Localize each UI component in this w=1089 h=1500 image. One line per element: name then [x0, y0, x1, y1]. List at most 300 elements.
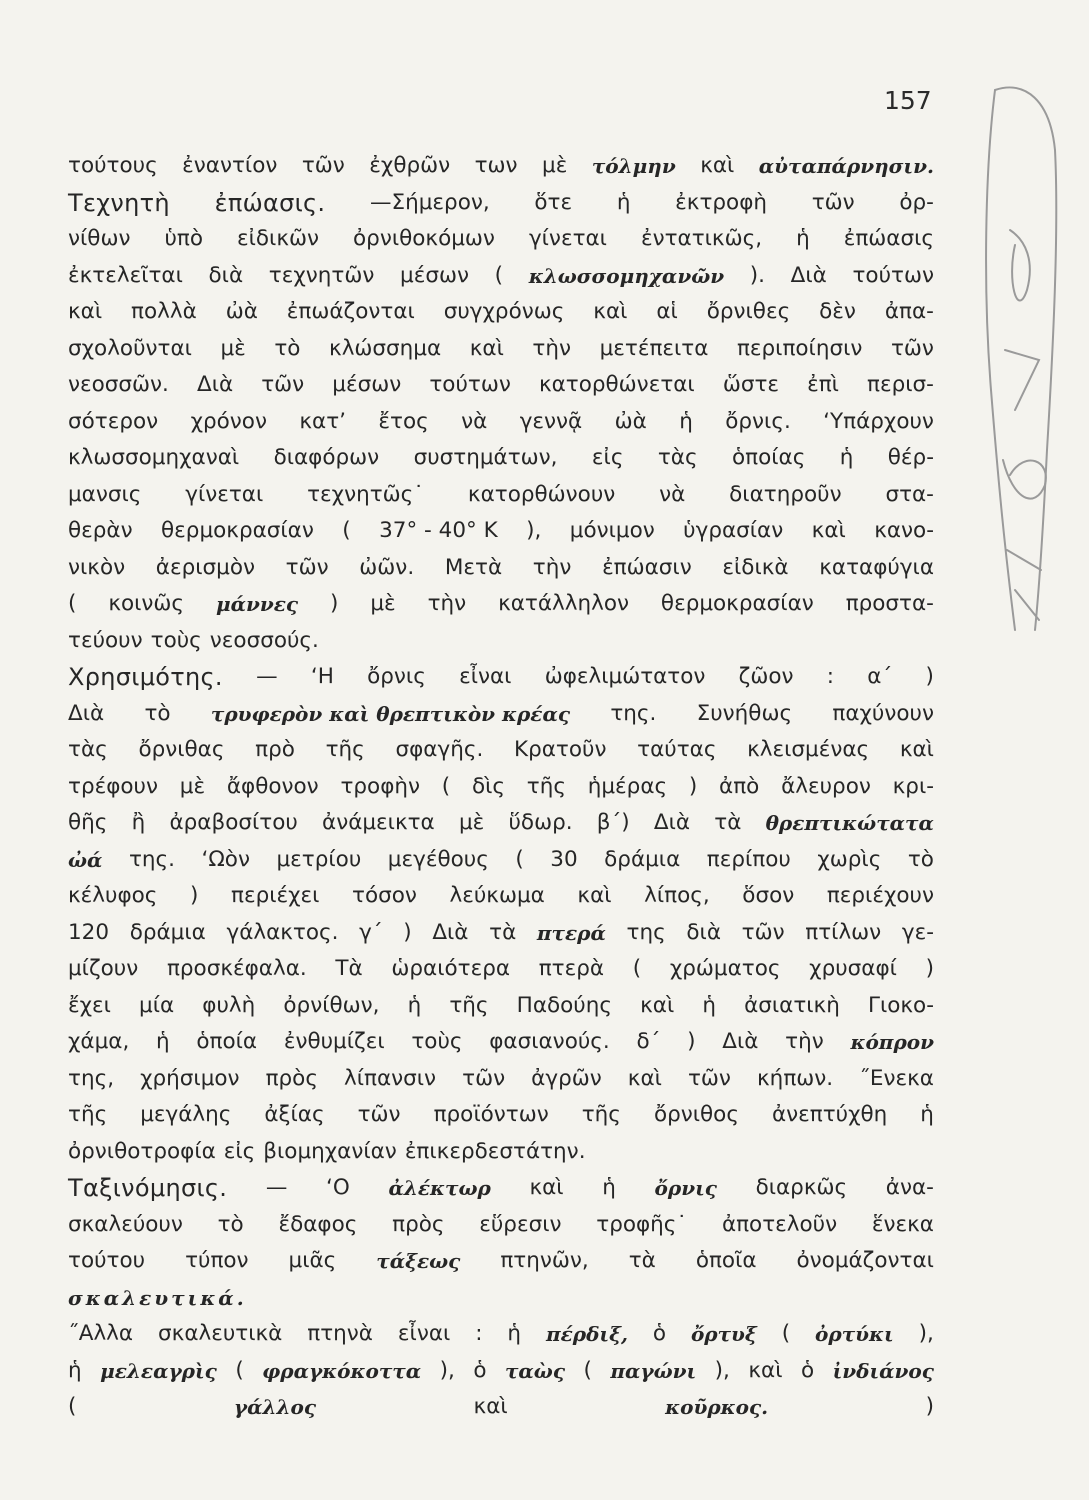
word: μανσις — [68, 481, 142, 507]
word: Τὰ — [335, 956, 363, 981]
word: Διὰ — [68, 700, 105, 726]
word: τόλμην — [591, 154, 676, 178]
word: ), — [439, 1357, 455, 1383]
word: ὅτε — [534, 189, 573, 215]
word: ὄρνιθες — [706, 299, 791, 324]
word: ὡραιότερα — [391, 956, 511, 981]
word: ὄρνις — [367, 664, 426, 689]
word: πτηνῶν, — [500, 1248, 589, 1273]
word: ) — [688, 773, 698, 799]
text-line — [68, 294, 934, 331]
word: Μετὰ — [444, 554, 503, 580]
word: ), — [918, 1321, 934, 1346]
word: ἐπωάζονται — [286, 299, 415, 324]
word: ἀραβοσίτου — [169, 810, 298, 835]
word: ἐντατικῶς, — [640, 226, 763, 251]
word: καὶ — [748, 1357, 783, 1383]
word: καὶ — [68, 299, 103, 324]
word: : — [826, 664, 835, 689]
word: ) — [403, 919, 412, 945]
word: λίπος, — [644, 883, 710, 908]
text-line — [68, 331, 934, 368]
word: ὀρνιθοκόμων — [353, 226, 495, 251]
word: χρόνον — [190, 408, 267, 434]
word: καὶ — [593, 299, 628, 324]
word: ἀνεπτύχθη — [771, 1102, 888, 1127]
text-line — [68, 1207, 934, 1244]
word: εἰς — [591, 445, 624, 470]
word: δὲν — [819, 299, 856, 324]
text-line — [68, 659, 934, 696]
word: φασιανούς. — [489, 1029, 610, 1054]
word: ‘Ωὸν — [201, 846, 250, 872]
text-line — [68, 1170, 934, 1207]
text-line — [68, 148, 934, 185]
word: διὰ — [686, 919, 721, 945]
word: πτερὰ — [538, 956, 605, 981]
text-line — [68, 258, 934, 295]
word: τὰ — [489, 919, 517, 945]
word: της — [626, 919, 666, 945]
word: ἐπώασις. — [214, 188, 326, 217]
word: εἰς — [223, 1138, 256, 1164]
word: κατορθώνεται — [538, 372, 695, 397]
word: περιποίησιν — [736, 335, 863, 361]
text-line — [68, 1134, 934, 1171]
word: Διὰ — [196, 372, 234, 397]
word: της. — [610, 700, 657, 726]
word: Γιοκο- — [867, 992, 934, 1018]
word: ἡ — [702, 992, 716, 1018]
word: ˝Ενεκα — [859, 1065, 934, 1091]
word: 37° - 40° K — [379, 518, 498, 543]
word: ἡμέρας — [587, 773, 668, 799]
word: ἀνα- — [885, 1175, 934, 1200]
word: ἔχει — [68, 992, 111, 1018]
word: χωρὶς — [817, 846, 882, 872]
word: ἐπικερδεστάτην. — [404, 1138, 586, 1164]
word: Διὰ — [432, 919, 469, 945]
word: κλωσσομηχανῶν — [528, 263, 725, 288]
word: τόσον — [352, 883, 417, 908]
word: φραγκόκοττα — [262, 1358, 422, 1383]
word: τρυφερὸν καὶ θρεπτικὸν κρέας — [210, 701, 571, 726]
word: χάμα, — [68, 1029, 130, 1054]
word: εἶναι — [397, 1321, 451, 1346]
word: ἀσιατικὴ — [744, 992, 840, 1018]
word: μία — [139, 992, 175, 1018]
word: θερμοκρασίαν — [161, 518, 314, 543]
word: γε- — [901, 919, 934, 945]
word: ἐπώασις — [843, 226, 934, 251]
word: χρυσαφί — [809, 956, 897, 981]
word: ταὼς — [504, 1358, 566, 1383]
word: τὴν — [785, 1029, 824, 1054]
word: σχολοῦνται — [68, 335, 192, 361]
word: ἕνεκα — [871, 1211, 934, 1237]
word: ὥστε — [722, 372, 780, 397]
word: ( — [441, 773, 451, 799]
word: εἶναι — [459, 664, 512, 689]
text-line — [68, 915, 934, 952]
text-line — [68, 586, 934, 623]
word: ἐχθρῶν — [369, 153, 451, 178]
word: ταύτας — [637, 737, 717, 762]
word: βιομηχανίαν — [263, 1138, 397, 1164]
word: α´ — [867, 664, 893, 689]
word: σφαγῆς. — [395, 737, 484, 762]
word: σότερον — [68, 408, 159, 434]
text-line — [68, 988, 934, 1025]
word: μιᾶς — [288, 1248, 337, 1273]
word: ) — [190, 883, 199, 908]
word: ἀγρῶν — [531, 1065, 602, 1091]
word: τύπον — [185, 1248, 249, 1273]
word: ὁποίας — [732, 445, 806, 470]
word: πτερά — [536, 920, 606, 945]
word: ) — [330, 591, 339, 616]
word: συστημάτων, — [413, 445, 558, 470]
word: κατάλληλον — [498, 591, 629, 616]
word: ), — [714, 1357, 730, 1383]
word: Διὰ — [722, 1029, 759, 1054]
word: ὁποῖα — [695, 1248, 757, 1273]
word: των — [474, 153, 518, 178]
word: τῶν — [261, 372, 305, 397]
word: καὶ — [577, 883, 612, 908]
word: τῆς — [449, 992, 489, 1018]
word: τῆς — [526, 773, 566, 799]
word: θρεπτικώτατα — [765, 811, 934, 835]
word: ὁ — [800, 1357, 815, 1383]
word: θέρ- — [887, 445, 934, 470]
word: ἀλέκτωρ — [388, 1176, 491, 1200]
word: ἡ — [602, 1175, 616, 1200]
word: προστα- — [845, 591, 934, 616]
word: τῆς — [68, 1102, 108, 1127]
word: κήπων. — [757, 1065, 834, 1091]
text-line — [68, 477, 934, 514]
word: περιέχει — [231, 883, 320, 908]
word: παγώνι — [610, 1358, 697, 1383]
word: μὲ — [542, 153, 568, 178]
word: ὠὰ — [225, 299, 258, 324]
word: ἡ — [839, 445, 854, 470]
word: τῶν — [357, 1102, 401, 1127]
word: ) — [925, 1394, 934, 1419]
text-line — [68, 1316, 934, 1353]
text-line — [68, 769, 934, 806]
word: 120 — [68, 919, 110, 945]
word: Παδούης — [516, 992, 612, 1018]
word: καὶ — [469, 335, 504, 361]
word: ἐπώασιν — [602, 554, 692, 580]
word: ἀπα- — [884, 299, 934, 324]
word: πέρδιξ, — [545, 1322, 628, 1346]
word: καταφύγια — [819, 554, 934, 580]
word: της, — [68, 1065, 115, 1091]
word: πτίλων — [805, 919, 882, 945]
body-text — [68, 148, 934, 1426]
text-line — [68, 367, 934, 404]
word: ) — [925, 956, 934, 981]
word: ὀνομάζονται — [796, 1248, 934, 1273]
word: καὶ — [899, 737, 934, 762]
word: καὶ — [529, 1175, 564, 1200]
word: τροφῆς˙ — [596, 1211, 688, 1237]
word: Ταξινόμησις. — [68, 1174, 228, 1202]
word: ἀπὸ — [719, 773, 760, 799]
word: πρὸ — [255, 737, 295, 762]
text-line — [68, 696, 934, 733]
word: ὄρτυξ — [690, 1322, 757, 1346]
text-line — [68, 221, 934, 258]
word: γάλλος — [233, 1395, 317, 1419]
word: τὰ — [714, 810, 742, 835]
word: τεχνητῶν — [268, 262, 375, 288]
word: διαφόρων — [273, 445, 380, 470]
word: γεννᾷ — [519, 408, 583, 434]
word: θερμοκρασίαν — [660, 591, 814, 616]
word: τὸ — [144, 700, 171, 726]
word: κρι- — [892, 773, 934, 799]
word: ἀποτελοῦν — [721, 1211, 838, 1237]
word: πρὸς — [265, 1065, 318, 1091]
word: νικὸν — [68, 554, 126, 580]
word: μίζουν — [68, 956, 139, 981]
word: διὰ — [208, 262, 244, 288]
word: τὴν — [532, 554, 572, 580]
word: ( — [781, 1321, 791, 1346]
word: αὐταπάρνησιν. — [758, 154, 934, 178]
word: λίπανσιν — [344, 1065, 437, 1091]
word: κοινῶς — [108, 591, 185, 616]
word: μέσων — [400, 262, 469, 288]
word: νεοσσῶν. — [68, 372, 169, 397]
word: ) — [925, 664, 934, 689]
word: μὲ — [220, 335, 246, 361]
word: περίπου — [706, 846, 791, 872]
text-line — [68, 550, 934, 587]
word: τὰς — [68, 737, 108, 762]
word: δράμια — [129, 919, 206, 945]
word: κλώσσημα — [329, 335, 442, 361]
text-line — [68, 623, 934, 660]
word: τὰς — [657, 445, 698, 470]
word: μεγέθους — [387, 846, 489, 872]
word: μὲ — [370, 591, 396, 616]
word: ), — [526, 518, 542, 543]
word: τρέφουν — [68, 773, 158, 799]
word: συγχρόνως — [443, 299, 565, 324]
word: τῶν — [741, 919, 785, 945]
word: τῶν — [890, 335, 934, 361]
word: περιέχουν — [826, 883, 934, 908]
word: νεοσσούς. — [209, 627, 319, 653]
text-line — [68, 1024, 934, 1061]
word: : — [475, 1321, 483, 1346]
word: Διὰ — [653, 810, 691, 835]
word: ἰνδιάνος — [832, 1358, 934, 1383]
word: ) — [687, 1029, 696, 1054]
word: χρώματος — [669, 956, 781, 981]
word: λεύκωμα — [449, 883, 545, 908]
word: ( — [235, 1357, 244, 1383]
text-line — [68, 1243, 934, 1280]
word: καὶ — [627, 1065, 662, 1091]
word: θῆς — [68, 810, 108, 835]
word: μετρίου — [276, 846, 362, 872]
word: ἡ — [920, 1102, 934, 1127]
word: ἐπὶ — [807, 372, 839, 397]
word: πολλὰ — [131, 299, 197, 324]
word: ὄρνιθος — [653, 1102, 739, 1127]
word: Συνήθως — [696, 700, 793, 726]
word: ἐνθυμίζει — [283, 1029, 385, 1054]
text-line — [68, 1353, 934, 1390]
word: γ´ — [359, 919, 383, 945]
word: 30 — [550, 846, 578, 872]
word: ὄρνις. — [725, 408, 791, 434]
text-line — [68, 732, 934, 769]
word: τάξεως — [376, 1249, 461, 1273]
word: νὰ — [461, 408, 488, 434]
word: ἀερισμὸν — [155, 554, 255, 580]
word: ( — [515, 846, 524, 872]
word: σκαλευτικὰ — [158, 1321, 283, 1346]
word: ὀρ- — [899, 189, 934, 215]
word: μόνιμον — [569, 518, 655, 543]
word: δ´ — [636, 1029, 661, 1054]
word: μὲ — [458, 810, 485, 835]
word: πτηνὰ — [307, 1321, 373, 1346]
word: ἡ — [507, 1321, 522, 1346]
word: τῶν — [285, 554, 329, 580]
word: ἡ — [68, 1357, 82, 1383]
word: διαρκῶς — [755, 1175, 848, 1200]
word: ‘Ο — [326, 1175, 350, 1200]
word: τὸ — [274, 335, 301, 361]
word: τοὺς — [150, 627, 202, 653]
word: ( — [494, 262, 504, 288]
word: σκαλευτικά. — [68, 1285, 247, 1310]
word: τροφὴν — [340, 773, 421, 799]
word: ὠὰ — [614, 408, 647, 434]
text-line — [68, 805, 934, 842]
word: Διὰ — [790, 262, 827, 288]
word: ὕδωρ. — [508, 810, 573, 835]
word: τούτου — [68, 1248, 146, 1273]
word: μελεαγρὶς — [100, 1358, 217, 1383]
word: Χρησιμότης. — [68, 663, 223, 691]
word: ἀνάμεικτα — [322, 810, 435, 835]
word: ὁ — [473, 1357, 487, 1383]
word: τὸ — [907, 846, 934, 872]
word: τῶν — [301, 153, 345, 178]
word: ‘Η — [310, 664, 334, 689]
word: αἱ — [656, 299, 678, 324]
word: διατηροῦν — [729, 481, 842, 507]
word: — — [265, 1175, 288, 1200]
word: ἡ — [407, 992, 422, 1018]
word: καὶ — [640, 992, 675, 1018]
text-line — [68, 1389, 934, 1426]
word: τῆς — [325, 737, 365, 762]
word: τὴν — [427, 591, 467, 616]
word: ( — [632, 956, 642, 981]
word: ἐκτροφὴ — [675, 189, 768, 215]
word: ἡ — [679, 408, 693, 434]
word: κατ’ — [299, 408, 346, 434]
word: ὀρτύκι — [815, 1322, 894, 1346]
word: γίνεται — [528, 226, 607, 251]
word: καὶ — [811, 518, 846, 543]
word: κοῦρκος. — [665, 1395, 769, 1419]
word: τῶν — [811, 189, 855, 215]
word: ἐναντίον — [182, 153, 278, 178]
text-line — [68, 951, 934, 988]
word: ἀξίας — [264, 1102, 325, 1127]
word: κλεισμένας — [747, 737, 870, 762]
word: μετέπειτα — [599, 335, 709, 361]
word: ἄφθονον — [226, 773, 319, 799]
word: τῶν — [687, 1065, 731, 1091]
word: δράμια — [604, 846, 681, 872]
word: τῆς — [581, 1102, 621, 1127]
word: παχύνουν — [832, 700, 934, 726]
word: τούτους — [68, 153, 158, 178]
word: μάννες — [215, 592, 299, 616]
word: ( — [583, 1357, 592, 1383]
word: ἡ — [616, 189, 631, 215]
word: ὁποία — [196, 1029, 258, 1054]
word: ὠῶν. — [359, 554, 415, 580]
word: τὸ — [217, 1211, 244, 1237]
text-line — [68, 878, 934, 915]
word: κανο- — [874, 518, 934, 543]
word: κόπρον — [850, 1030, 934, 1054]
text-line — [68, 1061, 934, 1098]
word: ὑγρασίαν — [683, 518, 784, 543]
word: φυλὴ — [202, 992, 256, 1018]
word: ὁ — [652, 1321, 667, 1346]
word: ( — [342, 518, 351, 543]
text-line — [68, 1280, 934, 1317]
word: της. — [128, 846, 175, 872]
word: ἡ — [156, 1029, 170, 1054]
word: νίθων — [68, 226, 131, 251]
word: ἢ — [131, 810, 146, 835]
word: γάλακτος. — [226, 919, 339, 945]
word: ( — [68, 1394, 77, 1419]
word: ˝Αλλα — [68, 1321, 134, 1346]
word: τὰ — [628, 1248, 656, 1273]
page-number: 157 — [884, 86, 932, 115]
word: εἰδικὰ — [722, 554, 789, 580]
text-line — [68, 404, 934, 441]
word: Κρατοῦν — [513, 737, 607, 762]
word: σκαλεύουν — [68, 1211, 183, 1237]
word: τούτων — [852, 262, 934, 288]
word: ὑπὸ — [164, 226, 203, 251]
word: ἔδαφος — [278, 1211, 358, 1237]
word: στα- — [885, 481, 934, 507]
word: μέσων — [332, 372, 402, 397]
word: περισ- — [867, 372, 934, 397]
word: τεύουν — [68, 627, 143, 653]
text-line — [68, 513, 934, 550]
word: ὠά — [68, 847, 103, 872]
